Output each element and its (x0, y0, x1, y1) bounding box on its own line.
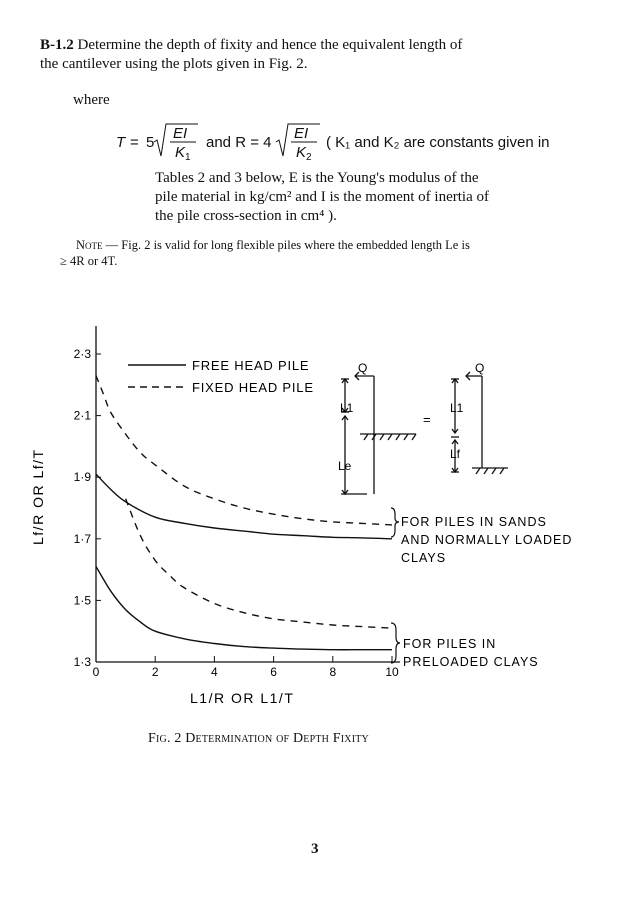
x-tick-label: 2 (151, 665, 159, 679)
annotation-sands-line: FOR PILES IN SANDS (401, 515, 547, 529)
y-tick-label: 1·9 (73, 470, 91, 485)
legend-free-label: FREE HEAD PILE (192, 358, 310, 373)
y-tick-label: 1·3 (73, 655, 91, 669)
formula-eq: = (130, 134, 139, 151)
x-tick-label: 0 (92, 665, 100, 679)
x-tick-label: 10 (385, 665, 399, 679)
caption-text: Fig. 2 Determination of Depth Fixity (148, 731, 369, 746)
note-label: Note — (76, 238, 119, 252)
formula-T-coef: 5 (146, 134, 155, 151)
formula-den-2-sub: 2 (306, 152, 312, 163)
formula-text-line: the pile cross-section in cm⁴ ). (155, 208, 337, 224)
figure-caption (148, 729, 369, 747)
formula-num-2: EI (294, 125, 309, 142)
fixed-head-curve-preloaded-clays (126, 499, 392, 628)
clause-number: B-1.2 (40, 37, 74, 53)
note-line1: Fig. 2 is valid for long flexible piles where the embedded length Le is (121, 238, 470, 252)
x-tick-label: 4 (211, 665, 218, 679)
y-tick-label: 2·1 (73, 408, 91, 423)
formula-den-1-sub: 1 (185, 152, 191, 163)
y-tick-label: 1·7 (73, 531, 91, 546)
formula-text-line: pile material in kg/cm² and I is the moment of inertia of (155, 189, 489, 205)
formula-text-line: Tables 2 and 3 below, E is the Young's modulus of the (155, 170, 479, 186)
annotation-sands-line: AND NORMALLY LOADED (401, 533, 573, 547)
y-tick-label: 1·5 (73, 593, 91, 608)
free-head-curve-sands (96, 474, 392, 539)
annotation-clays-line: PRELOADED CLAYS (403, 655, 539, 669)
formula-den-2: K (296, 144, 307, 161)
sketch-Q-left: Q (358, 361, 368, 375)
clause-text-line1: Determine the depth of fixity and hence the equivalent length of (77, 37, 463, 53)
x-tick-label: 6 (270, 665, 277, 679)
formula-num-1: EI (173, 125, 188, 142)
y-tick-label: 2·3 (73, 347, 91, 361)
note-line2: ≥ 4R or 4T. (60, 254, 118, 268)
sketch-Q-right: Q (475, 361, 485, 375)
where-label: where (73, 92, 110, 108)
formula-T: T (116, 134, 126, 151)
sketch-free-pile (341, 372, 416, 494)
x-tick-label: 8 (329, 665, 337, 679)
formula-tail: ( K₁ and K₂ are constants given in (326, 134, 550, 151)
sketch-L1-right: L1 (450, 401, 464, 415)
legend-fixed-label: FIXED HEAD PILE (192, 380, 314, 395)
annotation-sands-line: CLAYS (401, 551, 447, 565)
y-axis-label: Lf/R OR Lf/T (30, 448, 46, 545)
fixed-head-curve-sands (96, 376, 392, 525)
formula-and-R: and R = 4 (206, 134, 272, 151)
sketch-equals: = (423, 412, 431, 427)
sketch-L1-left: L1 (340, 401, 354, 415)
sketch-Le: Le (338, 459, 352, 473)
x-axis-label: L1/R OR L1/T (190, 690, 295, 706)
formula-den-1: K (175, 144, 186, 161)
sketch-Lf: Lf (450, 447, 461, 461)
page-number: 3 (311, 841, 319, 857)
annotation-clays-line: FOR PILES IN (403, 637, 497, 651)
free-head-curve-preloaded-clays (96, 567, 392, 650)
clause-text-line2: the cantilever using the plots given in Fig. 2. (40, 56, 308, 72)
bracket-sands (391, 508, 399, 537)
